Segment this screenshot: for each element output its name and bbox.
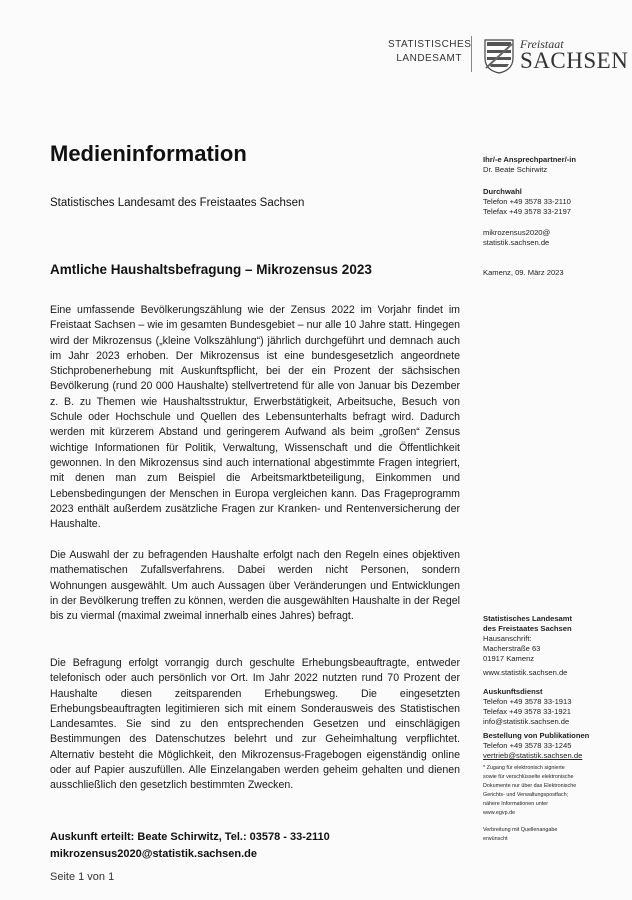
sachsen-label: SACHSEN <box>520 48 629 73</box>
freistaat-label: Freistaat <box>520 37 564 51</box>
publications-block <box>483 731 589 761</box>
auskunftsdienst-telefon[interactable]: Telefon +49 3578 33-1913 <box>483 697 572 706</box>
office-city: 01917 Kamenz <box>483 654 535 663</box>
footer-email[interactable]: mikrozensus2020@statistik.sachsen.de <box>50 848 257 860</box>
auskunftsdienst-email[interactable]: info@statistik.sachsen.de <box>483 717 570 726</box>
page-subtitle: Statistisches Landesamt des Freistaates Sachsen <box>50 197 305 209</box>
egvp-note-line4: Gerichts- und Verwaltungspostfach; <box>483 792 569 798</box>
egvp-note-line1: * Zugang für elektronisch signierte <box>483 765 565 771</box>
office-address-label: Hausanschrift: <box>483 634 532 643</box>
auskunftsdienst-label: Auskunftsdienst <box>483 687 543 696</box>
page-number: Seite 1 von 1 <box>50 871 115 883</box>
body-paragraph-3: Die Befragung erfolgt vorrangig durch geschulte Erhebungsbeauftragte, entweder telefonisch oder auch persönlich vor Ort. Im Jahr 2022 nutzten rund 70 Prozent der Haushalte diesen zeitsparenden Erhebungsweg. Die eingesetzten Erhebungsbeauftragten legitimieren sich mit einem Sonderausweis des Statistischen Landesamtes. Sie sind zu den entsprechenden Gesetzen und einschlägigen Bestimmungen des Datenschutzes belehrt und zur Geheimhaltung verpflichtet. Alternativ besteht die Möglichkeit, den Mikrozensus-Fragebogen eigenständig online oder auf Papier auszufüllen. Alle Einzelangaben werden geheim gehalten und dienen ausschließlich den gesetzlich bestimmten Zwecken. <box>50 657 460 792</box>
publications-email[interactable]: vertrieb@statistik.sachsen.de <box>483 751 583 760</box>
contact-heading: Ihr/-e Ansprechpartner/-in <box>483 155 576 164</box>
body-paragraph-2: Die Auswahl der zu befragenden Haushalte erfolgt nach den Regeln eines objektiven mathematischen Zufallsverfahrens. Dabei werden nicht Personen, sondern Wohnungen ausgewählt. Um auch Aussagen über Veränderungen und Entwicklungen in der Bevölkerung treffen zu können, werden die ausgewählten Haushalte in der Regel bis zu viermal (maximal zweimal innerhalb eines Jahres) befragt. <box>50 549 460 623</box>
distribution-note-line2: erwünscht <box>483 836 508 842</box>
landesamt-logo-line1: STATISTISCHES <box>388 39 472 50</box>
egvp-note-line5: nähere Informationen unter <box>483 801 549 807</box>
contact-name: Dr. Beate Schirwitz <box>483 165 548 174</box>
egvp-note <box>483 764 576 818</box>
publications-telefon[interactable]: Telefon +49 3578 33-1245 <box>483 741 572 750</box>
logo-divider <box>471 36 472 72</box>
publications-label: Bestellung von Publikationen <box>483 731 590 740</box>
contact-email-line1[interactable]: mikrozensus2020@ <box>483 228 551 237</box>
durchwahl-label: Durchwahl <box>483 187 522 196</box>
auskunftsdienst-block <box>483 687 571 727</box>
article-headline: Amtliche Haushaltsbefragung – Mikrozensus 2023 <box>50 262 372 277</box>
distribution-note <box>483 826 557 844</box>
footer-auskunft: Auskunft erteilt: Beate Schirwitz, Tel.: 03578 - 33-2110 <box>50 831 330 843</box>
saxony-crest-icon <box>483 38 515 74</box>
durchwahl-block <box>483 187 571 217</box>
office-name-line2: des Freistaates Sachsen <box>483 624 572 633</box>
office-name-line1: Statistisches Landesamt <box>483 614 573 623</box>
landesamt-logo <box>388 38 472 66</box>
auskunftsdienst-telefax: Telefax +49 3578 33-1921 <box>483 707 572 716</box>
office-block <box>483 614 572 664</box>
contact-email-block[interactable] <box>483 228 550 248</box>
contact-block <box>483 155 576 175</box>
egvp-note-link[interactable]: www.egvp.de <box>483 810 516 816</box>
contact-telefax: Telefax +49 3578 33-2197 <box>483 207 572 216</box>
body-paragraph-1: Eine umfassende Bevölkerungszählung wie der Zensus 2022 im Vorjahr findet im Freistaat Sachsen – wie im gesamten Bundesgebiet – nur alle 10 Jahre statt. Hingegen wird der Mikrozensus („kleine Volkszählung“) jährlich durchgeführt und demnach auch im Jahr 2023 erhoben. Der Mikrozensus ist eine bundesgesetzlich angeordnete Stichprobenerhebung mit Auskunftspflicht, bei der ein Prozent der sächsischen Bevölkerung (rund 20 000 Haushalte) stellvertretend für alle von Januar bis Dezember z. B. zu Themen wie Haushaltsstruktur, Erwerbstätigkeit, Arbeitsuche, Besuch von Schule oder Hochschule und Quellen des Lebensunterhalts befragt wird. Dadurch werden mit kürzerem Abstand und geringerem Aufwand als beim „großen“ Zensus wichtige Informationen für Politik, Verwaltung, Wissenschaft und die Öffentlichkeit gewonnen. In den Mikrozensus sind auch international abgestimmte Fragen integriert, mit denen man zum Beispiel die Arbeitsmarktbeteiligung, Einkommen und Lebensbedingungen der Menschen in Europa vergleichen kann. Das Frageprogramm 2023 enthält außerdem zusätzliche Fragen zur Kranken- und Rentenversicherung der Haushalte. <box>50 304 460 531</box>
page-title: Medieninformation <box>50 141 247 166</box>
egvp-note-line3: Dokumente nur über das Elektronische <box>483 783 577 789</box>
distribution-note-line1: Verbreitung mit Quellenangabe <box>483 827 558 833</box>
office-web[interactable]: www.statistik.sachsen.de <box>483 668 568 677</box>
egvp-note-line2: sowie für verschlüsselte elektronische <box>483 774 574 780</box>
contact-telefon[interactable]: Telefon +49 3578 33-2110 <box>483 197 571 206</box>
contact-email-line2[interactable]: statistik.sachsen.de <box>483 238 550 247</box>
landesamt-logo-line2: LANDESAMT <box>396 53 462 64</box>
office-street: Macherstraße 63 <box>483 644 541 653</box>
release-date: Kamenz, 09. März 2023 <box>483 268 564 277</box>
